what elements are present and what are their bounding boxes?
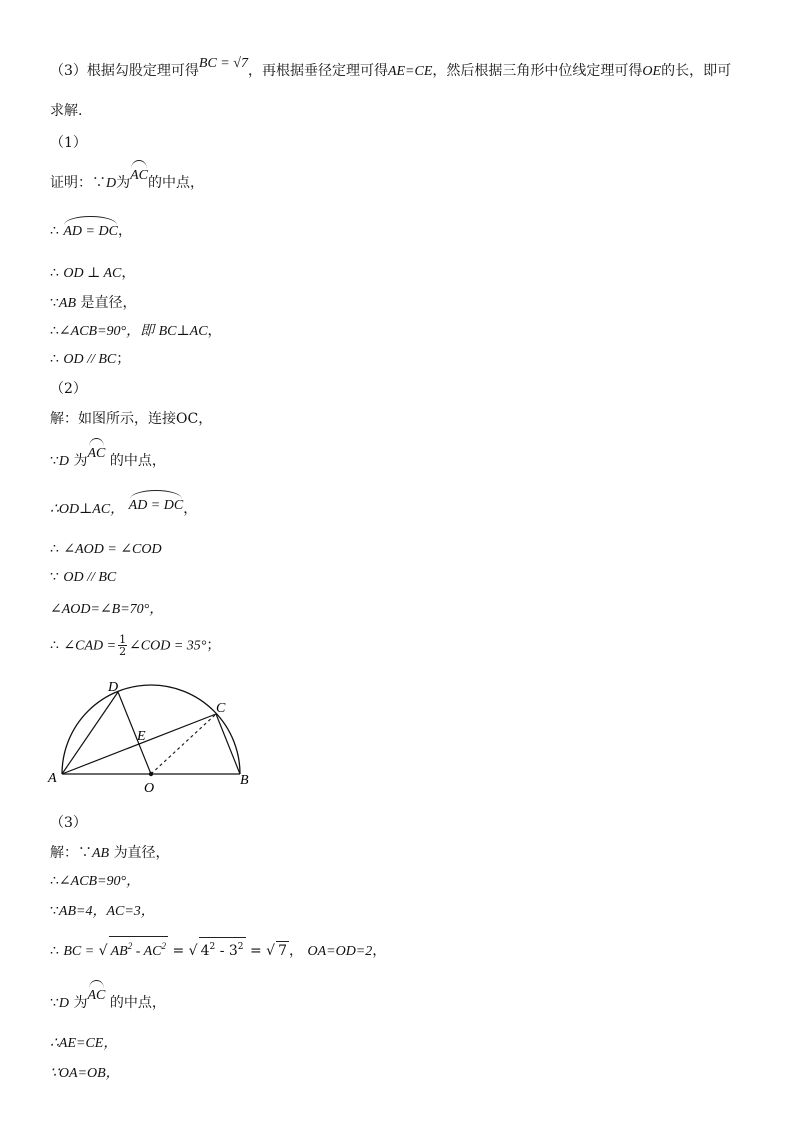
oa-od-2: OA=OD=2 <box>307 944 373 959</box>
therefore-symbol: ∴ <box>50 637 59 654</box>
equals: = <box>172 943 185 959</box>
comma: ， <box>183 501 198 517</box>
sqrt-ab2-ac2 <box>109 936 168 961</box>
label-d: D <box>108 680 119 695</box>
part1-line-4 <box>50 294 136 313</box>
chord-cb <box>216 714 240 774</box>
od-perp-ac: OD ⊥ AC <box>63 266 122 281</box>
semicolon: ； <box>116 351 131 367</box>
part1-line-1 <box>50 168 205 193</box>
therefore-symbol: ∴ <box>50 323 59 339</box>
part2-line-5 <box>50 568 116 587</box>
because-symbol: ∵ <box>78 845 92 861</box>
comma: ， <box>289 943 304 959</box>
exp-2: 2 <box>209 942 216 952</box>
arc-ad-eq-dc: AD = DC <box>128 498 184 513</box>
part3-line-7 <box>50 1064 120 1083</box>
part2-line-1: 解：如图所示，连接OC， <box>50 411 213 427</box>
sqrt-7: 7 <box>278 943 288 959</box>
intro-text-b: ，再根据垂径定理可得 <box>247 63 388 79</box>
od-parallel-bc: OD // BC <box>63 352 117 367</box>
ab-term: AB <box>110 944 128 959</box>
because-symbol: ∵ <box>50 453 59 469</box>
arc-ad-eq-dc: AD = DC <box>63 224 118 239</box>
because-symbol: ∵ <box>50 903 59 919</box>
ab-diameter-text: 为直径， <box>113 845 170 861</box>
part3-line-2 <box>50 872 140 891</box>
label-c: C <box>216 701 226 716</box>
num-3: 3 <box>228 943 238 959</box>
bc-eq: BC = <box>63 944 95 959</box>
label-a: A <box>48 771 57 786</box>
point-d: D <box>58 996 70 1011</box>
bc-perp-ac: BC⊥AC <box>158 324 208 339</box>
minus: - <box>135 944 141 959</box>
part1-line-2 <box>50 222 132 241</box>
angle-aod-b-70: ∠AOD=∠B=70°， <box>50 602 164 617</box>
intro-oe: OE <box>642 64 662 79</box>
part3-line-6 <box>50 1034 117 1053</box>
point-d: D <box>106 176 117 191</box>
exp-2: 2 <box>127 941 133 951</box>
part2-line-7 <box>50 634 220 657</box>
part3-label: （3） <box>50 815 87 831</box>
arc-ac: AC <box>87 988 106 1003</box>
od-perp-ac: ∴OD⊥AC， <box>50 502 125 517</box>
therefore-symbol: ∴ <box>50 873 59 889</box>
semicolon: ； <box>206 637 221 654</box>
label-e: E <box>137 729 146 744</box>
comma: ， <box>207 323 222 339</box>
is-diameter-text: 是直径， <box>80 295 137 311</box>
wei-text: 为 <box>73 453 88 469</box>
therefore-symbol: ∴ <box>50 265 59 281</box>
part2-label: （2） <box>50 381 87 397</box>
segment-oc-dashed <box>151 714 216 774</box>
part1-line-6 <box>50 350 130 369</box>
segment-do <box>118 692 151 774</box>
equals: = <box>249 943 262 959</box>
angle-cad-eq: ∠CAD = <box>63 638 117 654</box>
geometry-figure <box>40 676 280 796</box>
intro-part-label: （3） <box>50 63 87 79</box>
intro-bc-eq: BC = √7 <box>198 56 248 71</box>
num-4: 4 <box>200 943 210 959</box>
part1-line-5 <box>50 322 222 341</box>
center-o-dot <box>149 772 153 776</box>
part3-line-3 <box>50 902 155 921</box>
wei-text: 为 <box>73 995 88 1011</box>
sqrt-4sq-3sq <box>199 937 246 960</box>
part3-line-1 <box>50 844 170 863</box>
chord-ad <box>62 692 118 774</box>
intro-line-1 <box>50 56 732 81</box>
ab-ac-values: AB=4，AC=3， <box>58 904 155 919</box>
angle-acb-90: ∠ACB=90°，即 <box>58 324 155 339</box>
arc-ac: AC <box>130 168 149 183</box>
intro-ae-ce: AE=CE <box>387 64 433 79</box>
minus: - <box>219 943 225 959</box>
therefore-symbol: ∴ <box>50 351 59 367</box>
comma: ， <box>117 223 132 239</box>
fraction-half <box>118 634 127 657</box>
part2-line-3 <box>50 500 197 519</box>
part3-line-5 <box>50 988 166 1013</box>
ae-eq-ce: ∴AE=CE， <box>50 1036 118 1051</box>
sqrt-sign-3: √ <box>266 943 276 959</box>
because-symbol: ∵ <box>50 295 59 311</box>
part1-line-3 <box>50 264 135 283</box>
segment-ab: AB <box>58 296 77 311</box>
fraction-denominator: 2 <box>119 645 127 658</box>
intro-text-a: 根据勾股定理可得 <box>86 63 199 79</box>
angle-aod-eq-cod: ∠AOD = ∠COD <box>63 542 162 557</box>
part3-line-4 <box>50 936 386 961</box>
part2-line-4 <box>50 540 162 559</box>
because-symbol: ∵ <box>50 995 59 1011</box>
comma: ， <box>121 265 136 281</box>
sqrt-sign-1: √ <box>98 943 108 959</box>
intro-text-e: 求解. <box>50 103 83 119</box>
intro-text-d: 的长，即可 <box>661 63 732 79</box>
exp-2: 2 <box>237 942 244 952</box>
od-parallel-bc: OD // BC <box>63 570 117 585</box>
semicircle-arc <box>62 685 240 774</box>
sqrt-sign-2: √ <box>188 943 198 959</box>
oa-eq-ob: ∵OA=OB， <box>50 1066 120 1081</box>
intro-line-2 <box>50 102 82 120</box>
angle-cod-35: ∠COD = 35° <box>129 638 207 654</box>
therefore-symbol: ∴ <box>50 541 59 557</box>
exp-2: 2 <box>161 941 167 951</box>
arc-ac: AC <box>87 446 106 461</box>
midpoint-text: 的中点， <box>109 995 166 1011</box>
fraction-numerator: 1 <box>119 633 127 646</box>
solution-label: 解： <box>50 845 78 861</box>
therefore-symbol: ∴ <box>50 943 59 959</box>
midpoint-text: 的中点， <box>109 453 166 469</box>
ac-term: AC <box>143 944 162 959</box>
because-symbol: ∵ <box>50 569 59 585</box>
segment-ab: AB <box>92 846 110 861</box>
wei-text: 为 <box>116 175 131 191</box>
comma: ， <box>372 943 387 959</box>
angle-acb-90: ∠ACB=90°， <box>58 874 141 889</box>
intro-text-c: ，然后根据三角形中位线定理可得 <box>432 63 643 79</box>
part2-line-2 <box>50 446 166 471</box>
label-b: B <box>240 773 249 788</box>
point-d: D <box>58 454 70 469</box>
part1-label: （1） <box>50 135 87 151</box>
midpoint-text: 的中点， <box>148 175 205 191</box>
part1-proof-label: 证明： <box>50 175 92 191</box>
therefore-symbol: ∴ <box>50 223 59 239</box>
label-o: O <box>144 781 155 796</box>
part2-line-6 <box>50 600 163 619</box>
because-symbol: ∵ <box>92 175 106 191</box>
chord-ac <box>62 714 216 774</box>
